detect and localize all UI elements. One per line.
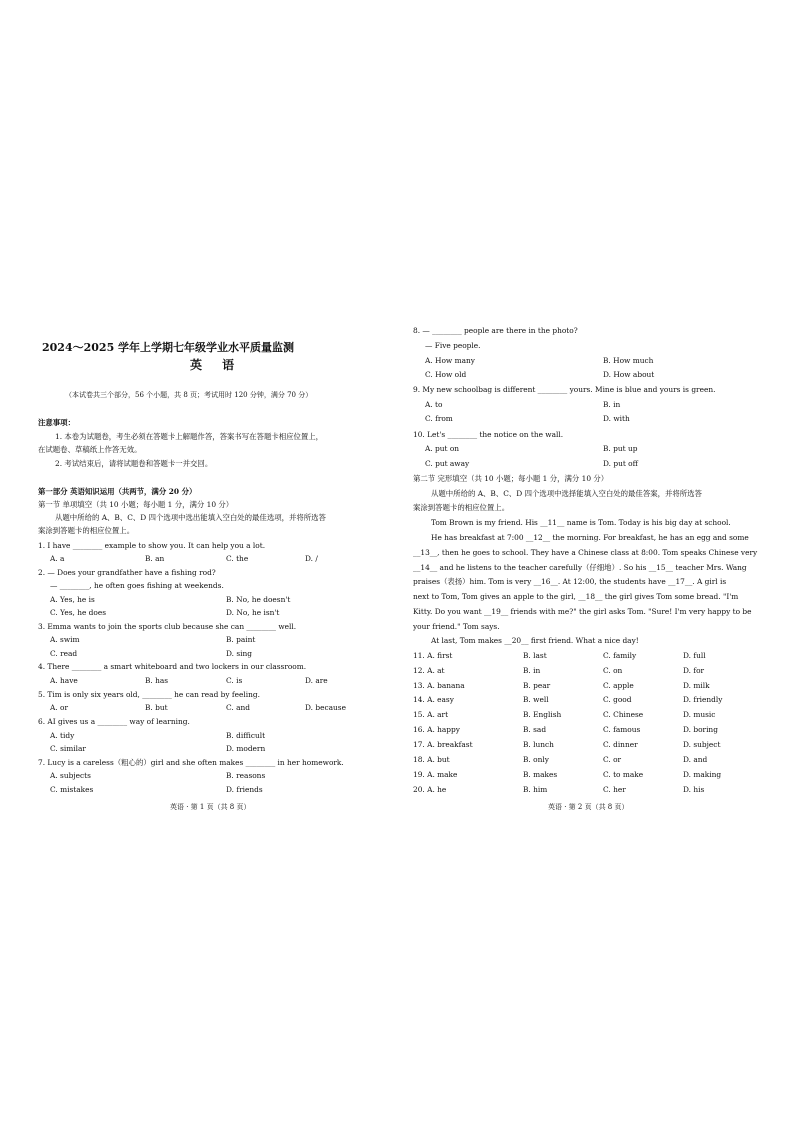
section2-instructions-cont: 案涂到答题卡的相应位置上。: [413, 503, 510, 512]
q9-option-a: A. to: [425, 400, 443, 409]
passage-line-6: next to Tom, Tom gives an apple to the girl, __18__ the girl gives Tom some bread. "I'm: [413, 592, 739, 601]
cloze-15-d: D. music: [683, 710, 716, 719]
cloze-19-c: C. to make: [603, 770, 644, 779]
cloze-19-b: B. makes: [523, 770, 558, 779]
q6-option-a: A. tidy: [50, 731, 75, 740]
cloze-11-c: C. family: [603, 651, 637, 660]
section2-heading: 第二节 完形填空（共 10 小题；每小题 1 分，满分 10 分）: [413, 474, 609, 483]
q3-option-c: C. read: [50, 649, 78, 658]
q3-option-a: A. swim: [50, 635, 80, 644]
q7-option-b: B. reasons: [226, 771, 266, 780]
cloze-11-d: D. full: [683, 651, 706, 660]
cloze-16-a: 16. A. happy: [413, 725, 460, 734]
q2-option-d: D. No, he isn't: [226, 608, 280, 617]
q1-option-c: C. the: [226, 554, 249, 563]
question-1: 1. I have ________ example to show you. It can help you a lot.: [38, 541, 266, 550]
exam-info: （本试卷共三个部分，56 个小题，共 8 页；考试用时 120 分钟，满分 70 分）: [65, 391, 313, 399]
q3-option-d: D. sing: [226, 649, 253, 658]
cloze-18-b: B. only: [523, 755, 549, 764]
cloze-20-a: 20. A. he: [413, 785, 447, 794]
q1-option-a: A. a: [50, 554, 65, 563]
passage-line-5: praises（表扬）him. Tom is very __16__. At 12:00, the students have __17__. A girl is: [413, 577, 727, 586]
q4-option-d: D. are: [305, 676, 328, 685]
cloze-14-c: C. good: [603, 695, 632, 704]
passage-line-4: __14__ and he listens to the teacher carefully（仔细地）. So his __15__ teacher Mrs. Wang: [413, 563, 747, 572]
cloze-17-b: B. lunch: [523, 740, 554, 749]
question-4: 4. There ________ a smart whiteboard and two lockers in our classroom.: [38, 662, 307, 671]
exam-subject: 英 语: [190, 358, 243, 372]
q8-option-a: A. How many: [425, 356, 475, 365]
section1-instructions: 从题中所给的 A、B、C、D 四个选项中选出能填入空白处的最佳选项，并将所选答: [55, 513, 326, 522]
q9-option-b: B. in: [603, 400, 621, 409]
section1-instructions-cont: 案涂到答题卡的相应位置上。: [38, 526, 135, 535]
q10-option-d: D. put off: [603, 459, 638, 468]
cloze-20-b: B. him: [523, 785, 548, 794]
cloze-14-b: B. well: [523, 695, 549, 704]
notice-1b: 在试题卷、草稿纸上作答无效。: [38, 445, 142, 454]
cloze-13-b: B. pear: [523, 681, 551, 690]
cloze-18-d: D. and: [683, 755, 708, 764]
cloze-14-d: D. friendly: [683, 695, 723, 704]
cloze-15-a: 15. A. art: [413, 710, 449, 719]
passage-line-3: __13__, then he goes to school. They have a Chinese class at 8:00. Tom speaks Chinese very: [413, 548, 758, 557]
q5-option-b: B. but: [145, 703, 168, 712]
cloze-19-a: 19. A. make: [413, 770, 458, 779]
q5-option-c: C. and: [226, 703, 250, 712]
cloze-13-d: D. milk: [683, 681, 710, 690]
q4-option-c: C. is: [226, 676, 243, 685]
cloze-19-d: D. making: [683, 770, 722, 779]
q7-option-c: C. mistakes: [50, 785, 94, 794]
passage-line-1: Tom Brown is my friend. His __11__ name is Tom. Today is his big day at school.: [431, 518, 731, 527]
cloze-13-a: 13. A. banana: [413, 681, 465, 690]
notice-1a: 1. 本卷为试题卷，考生必须在答题卡上解题作答，答案书写在答题卡相应位置上，: [55, 432, 324, 441]
q5-option-a: A. or: [50, 703, 69, 712]
cloze-17-c: C. dinner: [603, 740, 638, 749]
q9-option-c: C. from: [425, 414, 453, 423]
cloze-12-a: 12. A. at: [413, 666, 445, 675]
cloze-17-a: 17. A. breakfast: [413, 740, 473, 749]
q2-option-c: C. Yes, he does: [50, 608, 107, 617]
q9-option-d: D. with: [603, 414, 630, 423]
cloze-12-d: D. for: [683, 666, 705, 675]
question-8: 8. — ________ people are there in the photo?: [413, 326, 578, 335]
q6-option-d: D. modern: [226, 744, 266, 753]
cloze-18-c: C. or: [603, 755, 622, 764]
cloze-15-c: C. Chinese: [603, 710, 644, 719]
cloze-14-a: 14. A. easy: [413, 695, 454, 704]
notice-2: 2. 考试结束后，请将试题卷和答题卡一并交回。: [55, 459, 213, 468]
passage-line-7: Kitty. Do you want __19__ friends with me?" the girl asks Tom. "Sure! I'm very happy to be: [413, 607, 752, 616]
q4-option-b: B. has: [145, 676, 169, 685]
q10-option-b: B. put up: [603, 444, 638, 453]
part1-heading: 第一部分 英语知识运用（共两节，满分 20 分）: [38, 487, 197, 496]
exam-title: 2024～2025 学年上学期七年级学业水平质量监测: [42, 341, 295, 354]
q2-option-b: B. No, he doesn't: [226, 595, 291, 604]
q7-option-a: A. subjects: [50, 771, 91, 780]
passage-line-2: He has breakfast at 7:00 __12__ the morning. For breakfast, he has an egg and some: [431, 533, 749, 542]
question-6: 6. AI gives us a ________ way of learning.: [38, 717, 190, 726]
cloze-18-a: 18. A. but: [413, 755, 450, 764]
passage-line-9: At last, Tom makes __20__ first friend. What a nice day!: [431, 636, 639, 645]
q4-option-a: A. have: [50, 676, 78, 685]
question-2-reply: — ________, he often goes fishing at weekends.: [50, 581, 224, 590]
notice-title: 注意事项：: [38, 418, 75, 427]
cloze-16-c: C. famous: [603, 725, 641, 734]
question-7: 7. Lucy is a careless（粗心的）girl and she often makes ________ in her homework.: [38, 758, 344, 767]
cloze-20-c: C. her: [603, 785, 626, 794]
q1-option-d: D. /: [305, 554, 318, 563]
cloze-17-d: D. subject: [683, 740, 721, 749]
question-3: 3. Emma wants to join the sports club because she can ________ well.: [38, 622, 297, 631]
cloze-16-d: D. boring: [683, 725, 718, 734]
cloze-11-b: B. last: [523, 651, 547, 660]
q2-option-a: A. Yes, he is: [50, 595, 95, 604]
left-footer: 英语 · 第 1 页（共 8 页）: [170, 803, 251, 811]
section1-heading: 第一节 单项填空（共 10 小题；每小题 1 分，满分 10 分）: [38, 500, 234, 509]
q8-option-d: D. How about: [603, 370, 655, 379]
q6-option-b: B. difficult: [226, 731, 266, 740]
passage-line-8: your friend." Tom says.: [413, 622, 500, 631]
q8-option-c: C. How old: [425, 370, 467, 379]
cloze-11-a: 11. A. first: [413, 651, 453, 660]
q6-option-c: C. similar: [50, 744, 86, 753]
q1-option-b: B. an: [145, 554, 165, 563]
cloze-20-d: D. his: [683, 785, 705, 794]
cloze-15-b: B. English: [523, 710, 562, 719]
question-10: 10. Let's ________ the notice on the wall.: [413, 430, 564, 439]
right-footer: 英语 · 第 2 页（共 8 页）: [548, 803, 629, 811]
question-9: 9. My new schoolbag is different ________ yours. Mine is blue and yours is green.: [413, 385, 716, 394]
q8-option-b: B. How much: [603, 356, 654, 365]
q10-option-a: A. put on: [425, 444, 460, 453]
section2-instructions: 从题中所给的 A、B、C、D 四个选项中选择能填入空白处的最佳答案，并将所选答: [431, 489, 702, 498]
q7-option-d: D. friends: [226, 785, 263, 794]
q3-option-b: B. paint: [226, 635, 256, 644]
question-8-reply: — Five people.: [425, 341, 481, 350]
q10-option-c: C. put away: [425, 459, 470, 468]
cloze-12-c: C. on: [603, 666, 623, 675]
cloze-13-c: C. apple: [603, 681, 634, 690]
question-5: 5. Tim is only six years old, ________ he can read by feeling.: [38, 690, 260, 699]
cloze-12-b: B. in: [523, 666, 541, 675]
cloze-16-b: B. sad: [523, 725, 547, 734]
q5-option-d: D. because: [305, 703, 346, 712]
question-2: 2. — Does your grandfather have a fishing rod?: [38, 568, 216, 577]
